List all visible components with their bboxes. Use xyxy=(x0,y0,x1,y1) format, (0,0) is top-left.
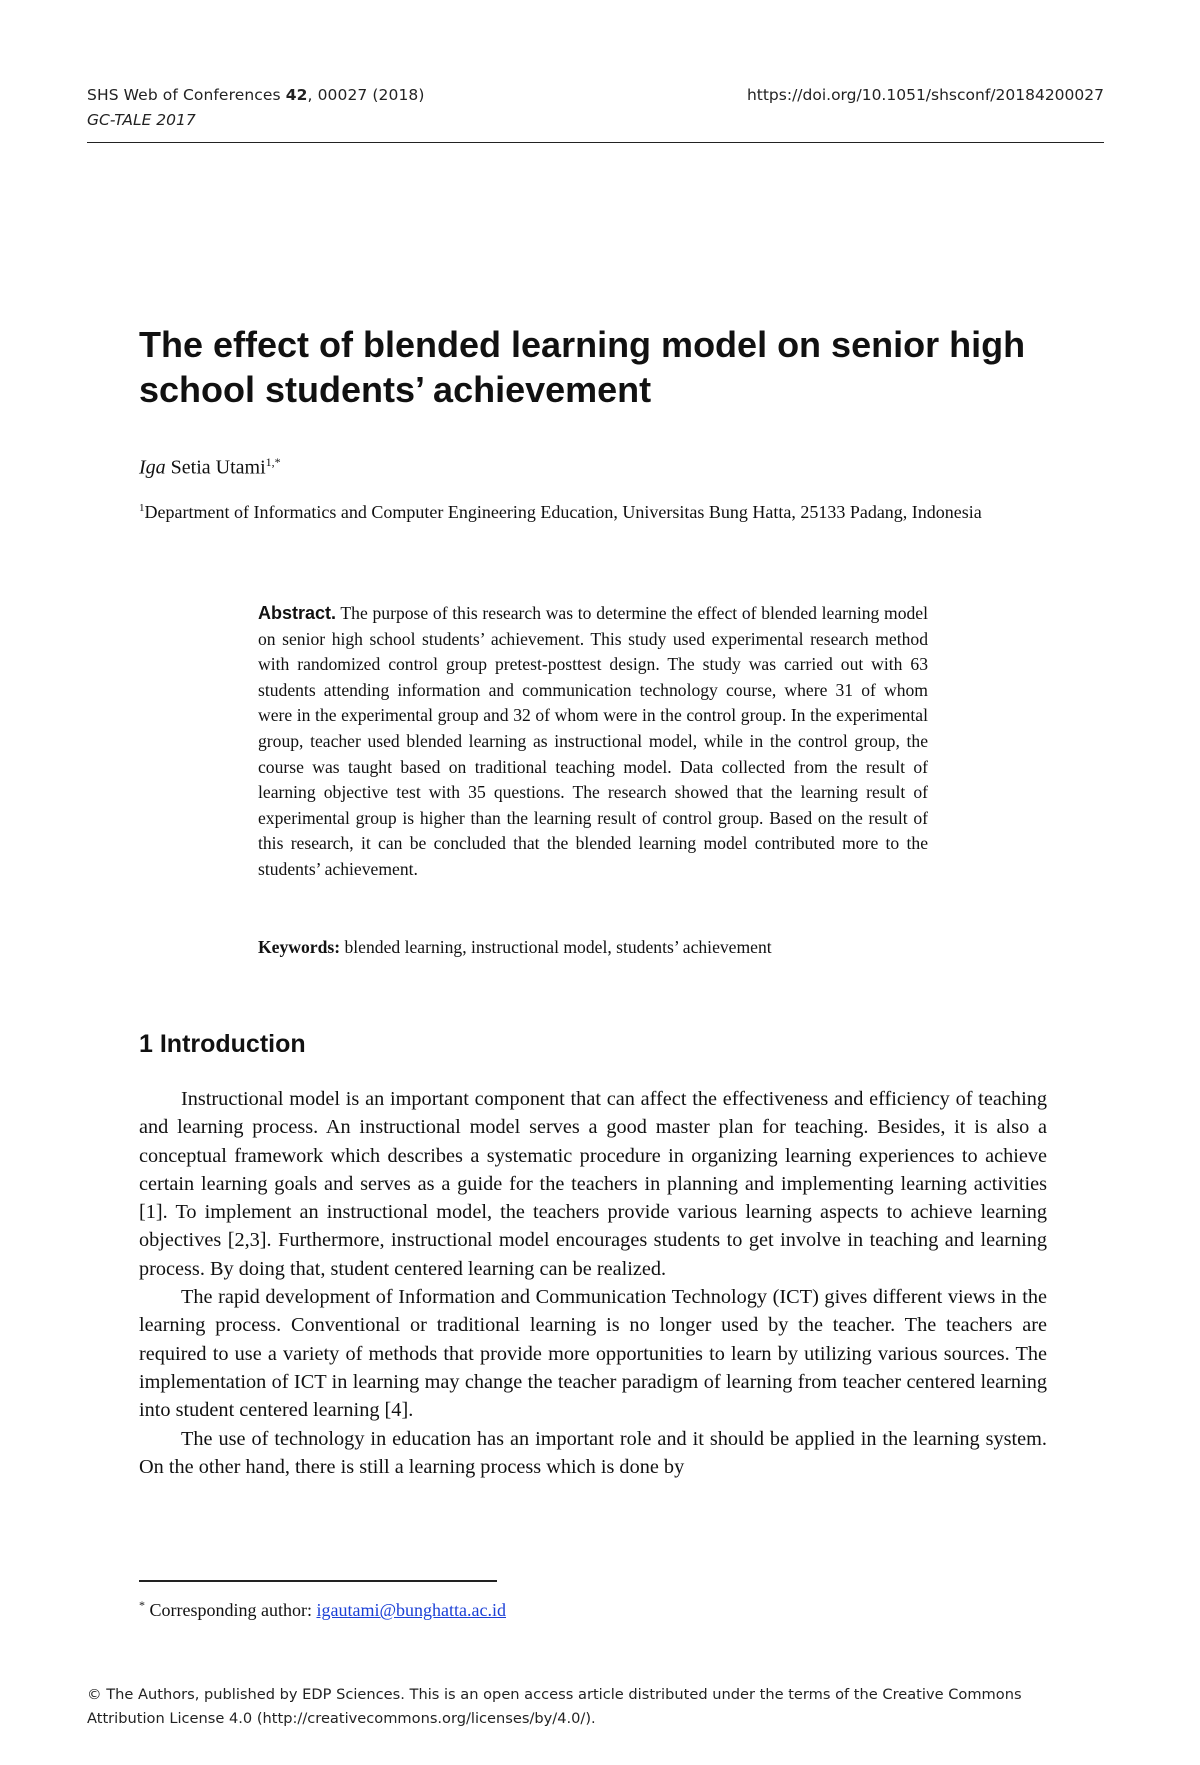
paragraph: Instructional model is an important component that can affect the effectiveness and efficiency of teaching and learning process. An instructional model serves a good master plan for teaching. Besides, it is also a conceptual framework which describes a systematic procedure in organizing learning experiences to achieve certain learning goals and serves as a guide for the teachers in planning and implementing learning activities [1]. To implement an instructional model, the teachers provide various learning aspects to achieve learning objectives [2,3]. Furthermore, instructional model encourages students to get involve in teaching and learning process. By doing that, student centered learning can be realized. xyxy=(139,1088,1047,1280)
affiliation xyxy=(139,495,1039,525)
section-heading: 1 Introduction xyxy=(139,1030,306,1058)
footnote-divider xyxy=(139,1580,497,1582)
author-line xyxy=(139,455,281,480)
journal-volume: 42 xyxy=(285,86,308,104)
license-line: Attribution License 4.0 (http://creativecommons.org/licenses/by/4.0/). xyxy=(87,1710,596,1727)
footnote-marker: * xyxy=(139,1598,145,1612)
paragraph: The rapid development of Information and Communication Technology (ICT) gives different views in the learning process. Conventional or traditional learning is no longer used by the teacher. The teachers are required to use a variety of methods that provide more opportunities to learn by utilizing various sources. The implementation of ICT in learning may change the teacher paradigm of learning from teacher centered learning into student centered learning [4]. xyxy=(139,1286,1047,1422)
affiliation-text: Department of Informatics and Computer Engineering Education, Universitas Bung Hatta, 25133 Padang, Indonesia xyxy=(144,502,982,522)
running-header xyxy=(87,80,1104,143)
body-text xyxy=(139,1085,1047,1481)
keywords-text: blended learning, instructional model, students’ achievement xyxy=(340,937,772,957)
affiliation-superscript: 1 xyxy=(139,502,145,514)
footnote xyxy=(139,1598,506,1621)
license-notice xyxy=(87,1683,1107,1731)
keywords-label: Keywords: xyxy=(258,937,341,957)
author-rest-name: Setia Utami xyxy=(165,456,266,479)
journal-citation: SHS Web of Conferences 42, 00027 (2018) xyxy=(87,86,425,104)
paper-title: The effect of blended learning model on senior high school students’ achievement xyxy=(139,324,1026,410)
author-first-name: Iga xyxy=(139,456,166,479)
author-email-link[interactable]: igautami@bunghatta.ac.id xyxy=(316,1600,507,1620)
keywords xyxy=(258,937,938,958)
paragraph: The use of technology in education has an important role and it should be applied in the learning system. On the other hand, there is still a learning process which is done by xyxy=(139,1427,1047,1478)
abstract-text: The purpose of this research was to determine the effect of blended learning model on senior high school students’ achievement. This study used experimental research method with randomized control group pretest-posttest design. The study was carried out with 63 students attending information and communication technology course, where 31 of whom were in the experimental group and 32 of whom were in the control group. In the experimental group, teacher used blended learning as instructional model, while in the control group, the course was taught based on traditional teaching model. Data collected from the result of learning objective test with 35 questions. The research showed that the learning result of experimental group is higher than the learning result of control group. Based on the result of this research, it can be concluded that the blended learning model contributed more to the students’ achievement. xyxy=(258,603,928,879)
doi-link[interactable]: https://doi.org/10.1051/shsconf/20184200027 xyxy=(746,86,1104,104)
author-superscript: 1,* xyxy=(265,455,281,469)
abstract xyxy=(258,601,928,883)
license-line: © The Authors, published by EDP Sciences. This is an open access article distributed under the terms of the Creative Commons xyxy=(87,1686,1022,1703)
conference-name: GC-TALE 2017 xyxy=(87,111,196,129)
footnote-label: Corresponding author: xyxy=(145,1600,317,1620)
abstract-label: Abstract. xyxy=(258,603,337,623)
